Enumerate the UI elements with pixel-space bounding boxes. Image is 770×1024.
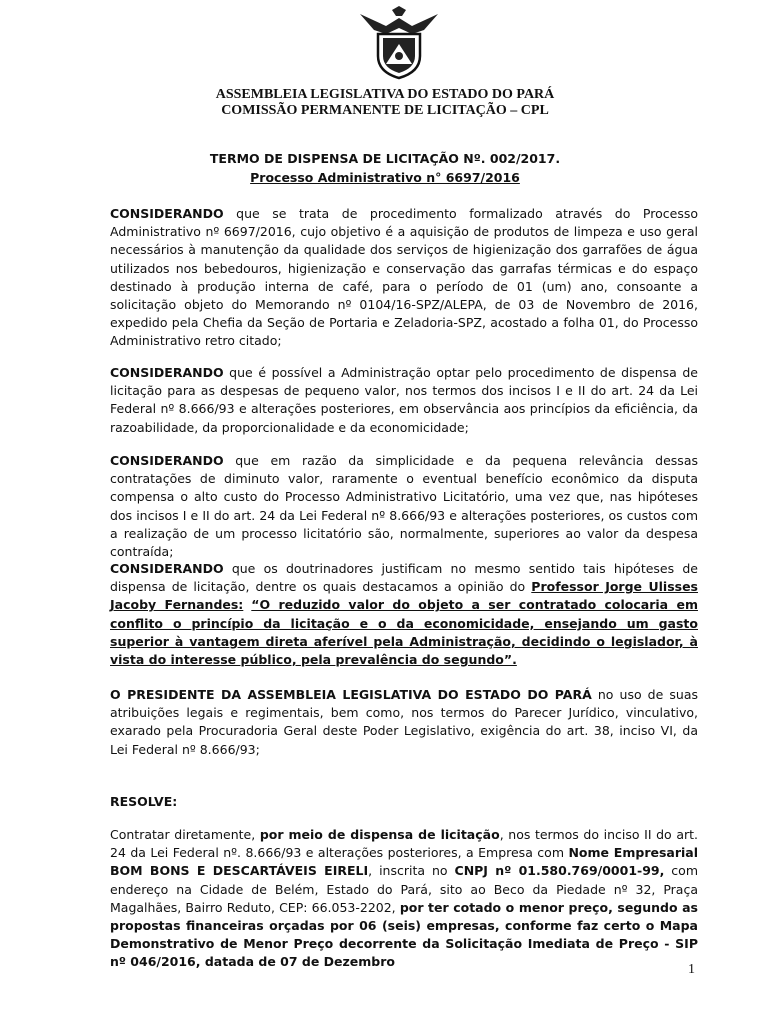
paragraph-text: que em razão da simplicidade e da pequena relevância dessas contratações de diminuto valor, raramente o eventual benefício econômico da disputa compensa o alto custo do Processo Administrativo Licitatório, uma vez que, nas hipóteses dos incisos I e II do art. 24 da Lei Federal nº 8.666/93 e alterações posteriores, os custos com a realização de um processo licitatório são, normalmente, superiores ao valor da despesa contraída; (110, 453, 698, 560)
considerando-label: CONSIDERANDO (110, 561, 224, 576)
paragraph-considerando-1 (110, 205, 698, 351)
paragraph-considerando-3 (110, 452, 698, 561)
paragraph-text: que é possível a Administração optar pelo procedimento de dispensa de licitação para as despesas de pequeno valor, nos termos dos incisos I e II do art. 24 da Lei Federal nº 8.666/93 e alterações posteriores, em observância aos princípios da eficiência, da razoabilidade, da proporcionalidade e da economicidade; (110, 365, 698, 435)
text-segment: , inscrita no (368, 863, 455, 879)
page-number: 1 (688, 962, 695, 977)
considerando-label: CONSIDERANDO (110, 453, 224, 468)
bold-segment: por ter cotado o menor preço, segundo as propostas financeiras orçadas por 06 (seis) empresas, conforme faz certo o Mapa Demonstrativo de Menor Preço decorrente da Solicitação Imediata de Preço - SIP nº 046/2016, datada de 07 de Dezembro (110, 899, 698, 970)
doctrine-quote: “O reduzido valor do objeto a ser contratado colocaria em conflito o princípio da licitação e o da economicidade, ensejando um gasto superior à vantagem direta aferível pela Administração, decidindo o legislador, à vista do interesse público, pela prevalência do segundo”. (110, 597, 698, 668)
cnpj-number: CNPJ nº 01.580.769/0001-99, (454, 863, 665, 879)
paragraph-text: que se trata de procedimento formalizado através do Processo Administrativo nº 6697/2016, cujo objetivo é a aquisição de produtos de limpeza e uso geral necessários à manutenção da qualidade dos serviços de higienização dos garrafões de água utilizados nos bebedouros, higienização e conservação das garrafas térmicas e do espaço destinado à produção interna de café, para o período de 01 (um) ano, consoante a solicitação objeto do Memorando nº 0104/16-SPZ/ALEPA, de 03 de Novembro de 2016, expedido pela Chefia da Seção de Portaria e Zeladoria-SPZ, acostado a folha 01, do Processo Administrativo retro citado; (110, 206, 698, 349)
quoted-author: Professor Jorge Ulisses Jacoby Fernandes: (110, 579, 698, 613)
paragraph-considerando-2 (110, 364, 698, 437)
commission-name: COMISSÃO PERMANENTE DE LICITAÇÃO – CPL (221, 103, 549, 118)
text-segment: , nos termos do inciso II do art. 24 da Lei Federal nº. 8.666/93 e alterações posteriores, a Empresa com (110, 827, 698, 861)
bold-segment: por meio de dispensa de licitação (259, 827, 500, 842)
considerando-label: CONSIDERANDO (110, 206, 224, 221)
considerando-label: CONSIDERANDO (110, 365, 224, 380)
assembly-name: ASSEMBLEIA LEGISLATIVA DO ESTADO DO PARÁ (215, 87, 555, 102)
presidente-label: O PRESIDENTE DA ASSEMBLEIA LEGISLATIVA DO ESTADO DO PARÁ (110, 687, 592, 702)
coat-of-arms-seal (356, 4, 442, 80)
paragraph-text: no uso de suas atribuições legais e regimentais, bem como, nos termos do Parecer Jurídico, vinculativo, exarado pela Procuradoria Geral deste Poder Legislativo, exigência do art. 38, inciso VI, da Lei Federal nº 8.666/93; (110, 687, 698, 757)
text-segment: Contratar diretamente, (110, 827, 260, 842)
paragraph-resolve (110, 826, 698, 972)
process-number: Processo Administrativo n° 6697/2016 (250, 170, 520, 185)
document-title: TERMO DE DISPENSA DE LICITAÇÃO Nº. 002/2017. (209, 151, 561, 166)
paragraph-presidente (110, 686, 698, 759)
resolve-heading: RESOLVE: (110, 794, 178, 809)
paragraph-text: que os doutrinadores justificam no mesmo sentido tais hipóteses de dispensa de licitação, dentre os quais destacamos a opinião do (110, 561, 698, 595)
paragraph-considerando-4 (110, 560, 698, 669)
text-segment: com endereço na Cidade de Belém, Estado do Pará, sito ao Beco da Piedade nº 32, Praça Magalhães, Bairro Reduto, CEP: 66.053-2202, (110, 863, 698, 915)
company-name: Nome Empresarial BOM BONS E DESCARTÁVEIS EIRELI (110, 845, 699, 879)
